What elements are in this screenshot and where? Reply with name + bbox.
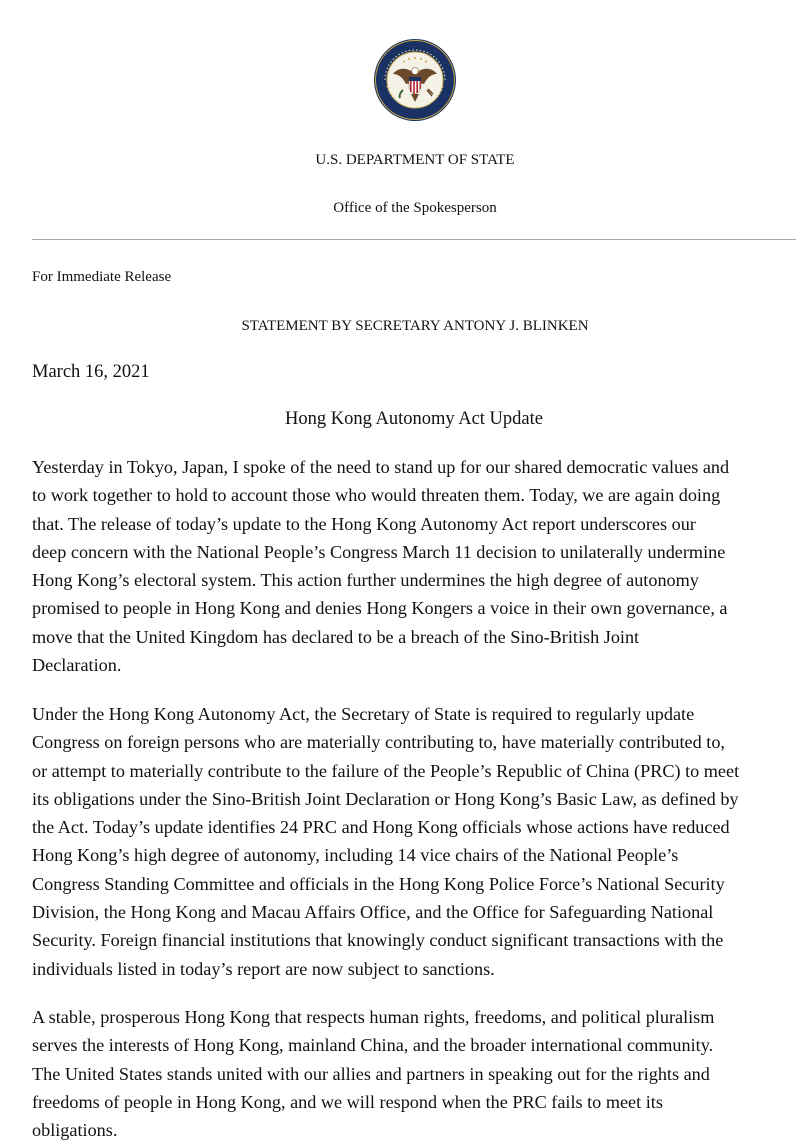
department-name: U.S. DEPARTMENT OF STATE <box>315 152 515 168</box>
paragraph-line: A stable, prosperous Hong Kong that respects human rights, freedoms, and political pluralism <box>32 1007 715 1027</box>
paragraph-line: serves the interests of Hong Kong, mainland China, and the broader international community. <box>32 1035 714 1056</box>
paragraph-line: Yesterday in Tokyo, Japan, I spoke of the need to stand up for our shared democratic values and <box>32 457 730 477</box>
office-name: Office of the Spokesperson <box>333 200 497 216</box>
statement-date: March 16, 2021 <box>32 362 150 382</box>
paragraph-line: to work together to hold to account those who would threaten them. Today, we are again doing <box>32 485 721 506</box>
paragraph-line: that. The release of today’s update to the Hong Kong Autonomy Act report underscores our <box>32 513 696 534</box>
paragraph-line: obligations. <box>32 1120 118 1141</box>
release-label: For Immediate Release <box>32 269 172 285</box>
paragraph-line: Hong Kong’s high degree of autonomy, including 14 vice chairs of the National People’s <box>32 845 679 866</box>
paragraph-line: or attempt to materially contribute to the failure of the People’s Republic of China (PRC) to meet <box>32 760 740 781</box>
statement-heading: STATEMENT BY SECRETARY ANTONY J. BLINKEN <box>241 318 589 334</box>
department-of-state-seal-icon <box>373 38 457 122</box>
paragraph-line: its obligations under the Sino-British Joint Declaration or Hong Kong’s Basic Law, as defined by <box>32 788 739 809</box>
paragraph <box>32 453 792 679</box>
paragraph-line: move that the United Kingdom has declared to be a breach of the Sino-British Joint <box>32 626 640 647</box>
paragraph-line: Security. Foreign financial institutions that knowingly conduct significant transactions with the <box>32 930 724 951</box>
paragraph-line: freedoms of people in Hong Kong, and we will respond when the PRC fails to meet its <box>32 1091 663 1112</box>
paragraph-line: The United States stands united with our allies and partners in speaking out for the rights and <box>32 1063 710 1084</box>
paragraph <box>32 700 792 983</box>
paragraph-line: individuals listed in today’s report are now subject to sanctions. <box>32 958 495 979</box>
paragraph-line: the Act. Today’s update identifies 24 PRC and Hong Kong officials whose actions have reduced <box>32 817 730 838</box>
statement-title: Hong Kong Autonomy Act Update <box>285 409 543 429</box>
paragraph-line: Declaration. <box>32 655 122 676</box>
header-divider <box>32 239 796 240</box>
paragraph-line: promised to people in Hong Kong and denies Hong Kongers a voice in their own governance, a <box>32 598 728 619</box>
paragraph-line: Division, the Hong Kong and Macau Affairs Office, and the Office for Safeguarding National <box>32 902 714 923</box>
paragraph-line: Hong Kong’s electoral system. This action further undermines the high degree of autonomy <box>32 570 699 591</box>
paragraph-line: Congress Standing Committee and officials in the Hong Kong Police Force’s National Security <box>32 873 725 894</box>
paragraph-line: deep concern with the National People’s Congress March 11 decision to unilaterally undermine <box>32 541 726 562</box>
paragraph-line: Congress on foreign persons who are materially contributing to, have materially contributed to, <box>32 732 725 753</box>
paragraph <box>32 1003 792 1144</box>
paragraph-line: Under the Hong Kong Autonomy Act, the Secretary of State is required to regularly update <box>32 704 695 724</box>
